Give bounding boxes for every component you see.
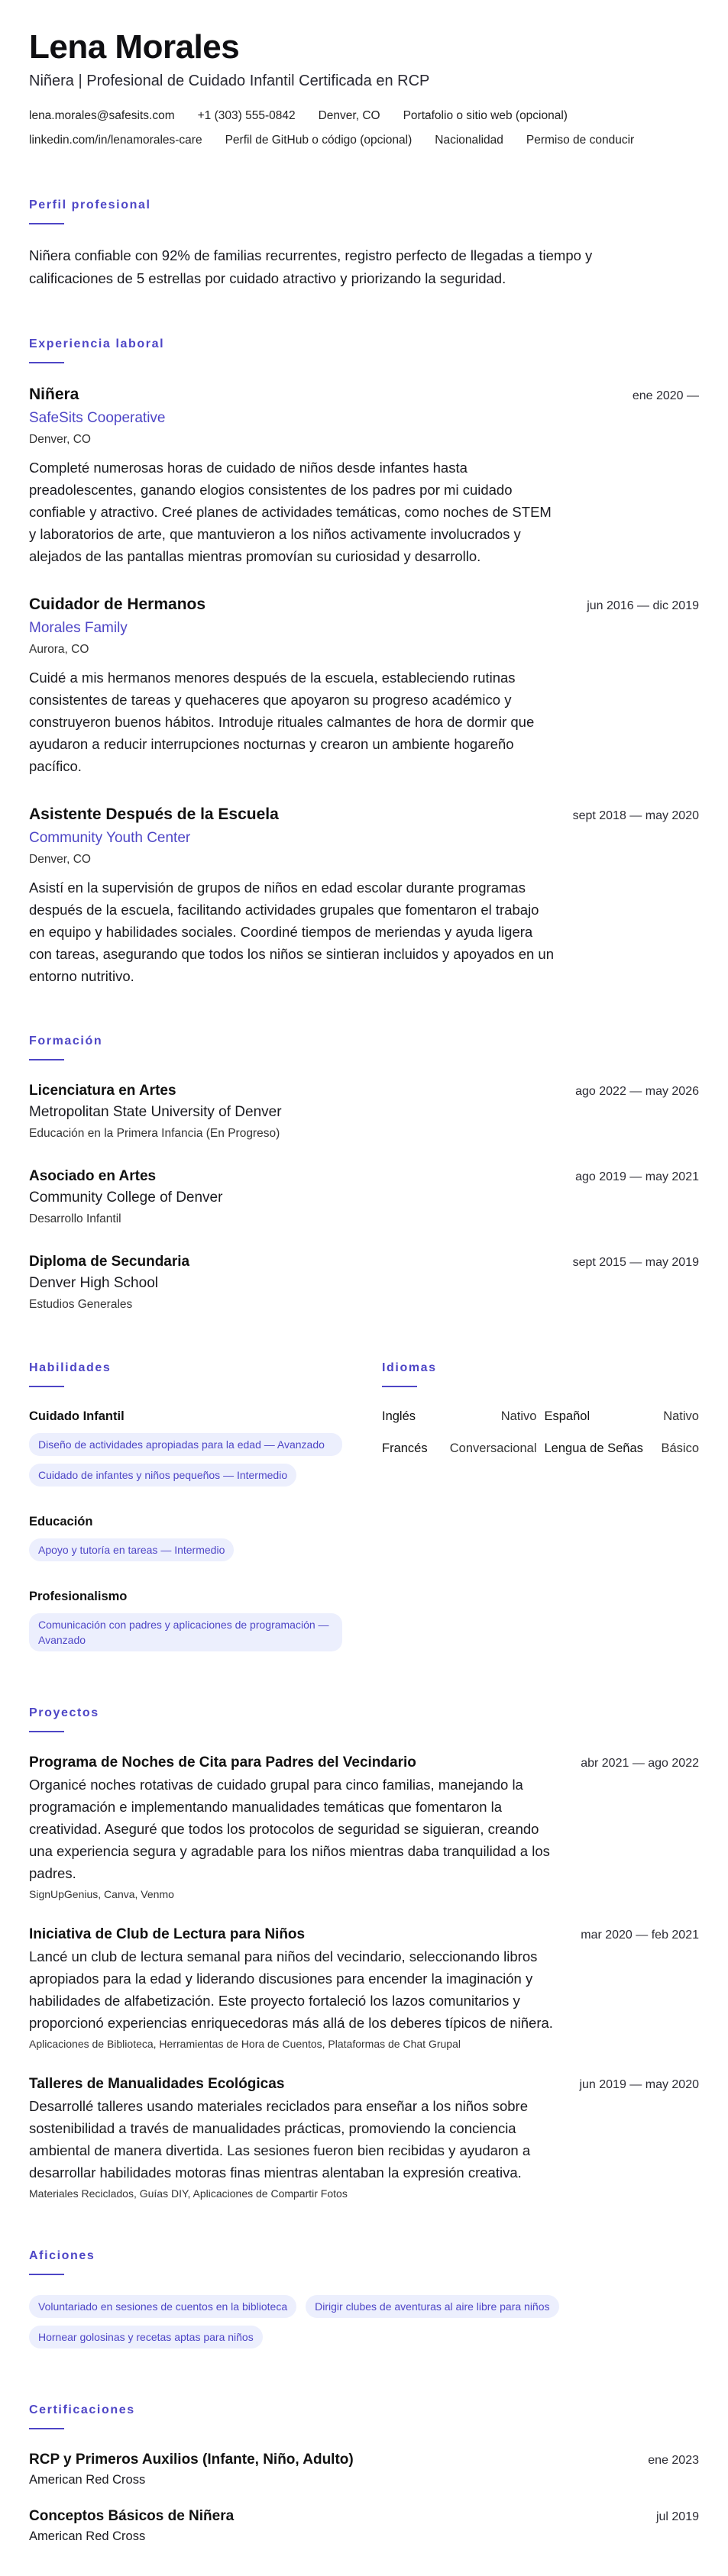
contact-github[interactable]: Perfil de GitHub o código (opcional): [225, 134, 413, 147]
education-entry: [29, 1080, 699, 1143]
job-title: Cuidador de Hermanos: [29, 596, 206, 613]
experience-entry: [29, 383, 699, 567]
project-entry: [29, 1752, 699, 1903]
certification-issuer: American Red Cross: [29, 2473, 146, 2487]
section-title: Aficiones: [29, 2249, 95, 2262]
certifications-section: [29, 2402, 699, 2545]
education-entry: [29, 1166, 699, 1228]
contact-list: [29, 107, 699, 150]
certification-entry: [29, 2506, 699, 2545]
degree-dates: ago 2019 — may 2021: [575, 1170, 699, 1183]
job-company: SafeSits Cooperative: [29, 410, 166, 426]
experience-entry: [29, 593, 699, 777]
skill-group: [29, 1407, 376, 1494]
skill-group: [29, 1512, 376, 1569]
language-row: [382, 1407, 699, 1425]
job-description: Cuidé a mis hermanos menores después de la escuela, estableciendo rutinas consistentes de tareas y quehaceres que apoyaron su progreso académico y construyeron buenos hábitos. Introduje rituales calmantes de hora de dormir que ayudaron a reducir interrupciones nocturnas y crearon un ambiente hogareño pacífico.: [29, 670, 535, 774]
project-description: Organicé noches rotativas de cuidado grupal para cinco familias, manejando la programación e implementando manualidades temáticas que fomentaron la creatividad. Aseguré que todos los protocolos de seguridad se siguieran, creando una experiencia segura y agradable para los niños mientras daba tranquilidad a los padres.: [29, 1777, 550, 1881]
contact-linkedin[interactable]: linkedin.com/in/lenamorales-care: [29, 134, 202, 147]
languages-section: [382, 1360, 699, 1659]
project-dates: abr 2021 — ago 2022: [581, 1757, 699, 1770]
language-level: Nativo: [500, 1409, 537, 1423]
section-title: Experiencia laboral: [29, 337, 165, 350]
section-divider: [382, 1386, 417, 1387]
language-item: [382, 1439, 537, 1457]
section-title: Proyectos: [29, 1706, 99, 1719]
degree-dates: ago 2022 — may 2026: [575, 1085, 699, 1098]
degree-title: Diploma de Secundaria: [29, 1254, 190, 1270]
skill-group-title: Educación: [29, 1515, 93, 1528]
language-level: Conversacional: [449, 1441, 537, 1455]
job-title: Asistente Después de la Escuela: [29, 805, 279, 823]
skill-group-title: Profesionalismo: [29, 1590, 128, 1603]
section-title: Habilidades: [29, 1361, 112, 1374]
education-section: [29, 1033, 699, 1314]
job-location: Denver, CO: [29, 853, 91, 866]
project-description: Desarrollé talleres usando materiales reciclados para enseñar a los niños sobre sostenibilidad a través de manualidades prácticas, promoviendo la conciencia ambiental de manera divertida. Las sesiones fueron bien recibidas y ayudaron a desarrollar habilidades motoras finas mientras alentaban la expresión creativa.: [29, 2098, 531, 2181]
contact-nationality: Nacionalidad: [435, 134, 503, 147]
project-entry: [29, 2074, 699, 2202]
project-title: Talleres de Manualidades Ecológicas: [29, 2076, 285, 2092]
section-divider: [29, 2274, 64, 2275]
section-divider: [29, 223, 64, 224]
field-of-study: Estudios Generales: [29, 1298, 133, 1311]
hobbies-section: [29, 2248, 699, 2356]
language-item: [545, 1439, 700, 1457]
job-dates: ene 2020 —: [632, 389, 699, 402]
hobby-list: [29, 2295, 655, 2356]
education-entry: [29, 1251, 699, 1314]
contact-email[interactable]: lena.morales@safesits.com: [29, 109, 175, 122]
language-item: [545, 1407, 700, 1425]
hobby-pill: Voluntariado en sesiones de cuentos en la biblioteca: [29, 2295, 296, 2318]
certification-name: Conceptos Básicos de Niñera: [29, 2508, 235, 2524]
project-title: Iniciativa de Club de Lectura para Niños: [29, 1926, 306, 1942]
language-name: Inglés: [382, 1409, 416, 1423]
language-name: Lengua de Señas: [544, 1441, 643, 1455]
experience-entry: [29, 803, 699, 987]
project-dates: jun 2019 — may 2020: [579, 2078, 699, 2091]
project-tools: SignUpGenius, Canva, Venmo: [29, 1888, 174, 1900]
language-name: Español: [544, 1409, 590, 1423]
projects-section: [29, 1705, 699, 2202]
language-level: Nativo: [663, 1409, 699, 1423]
job-location: Aurora, CO: [29, 643, 89, 656]
contact-portfolio[interactable]: Portafolio o sitio web (opcional): [403, 109, 568, 122]
job-dates: sept 2018 — may 2020: [572, 809, 699, 822]
language-level: Básico: [661, 1441, 699, 1455]
skills-section: [29, 1360, 376, 1659]
section-divider: [29, 1731, 64, 1732]
section-divider: [29, 1386, 64, 1387]
field-of-study: Desarrollo Infantil: [29, 1212, 121, 1225]
degree-title: Asociado en Artes: [29, 1168, 157, 1184]
school-name: Denver High School: [29, 1275, 158, 1291]
candidate-headline: Niñera | Profesional de Cuidado Infantil Certificada en RCP: [29, 73, 430, 89]
experience-section: [29, 336, 699, 987]
contact-location: Denver, CO: [318, 109, 380, 122]
job-location: Denver, CO: [29, 433, 91, 446]
job-company: Morales Family: [29, 620, 128, 636]
skills-languages-row: [29, 1360, 699, 1659]
language-item: [382, 1407, 537, 1425]
project-description: Lancé un club de lectura semanal para niños del vecindario, seleccionando libros apropiados para la edad y liderando discusiones para encender la imaginación y habilidades de alfabetización. Este proyecto fortaleció los lazos comunitarios y proporcionó experiencias enriquecedoras más allá de los deberes típicos de niñera.: [29, 1948, 553, 2031]
certification-date: jul 2019: [655, 2510, 699, 2523]
job-dates: jun 2016 — dic 2019: [587, 599, 699, 612]
profile-summary: Niñera confiable con 92% de familias recurrentes, registro perfecto de llegadas a tiempo y calificaciones de 5 estrellas por cuidado atractivo y priorizando la seguridad.: [29, 247, 593, 286]
certification-issuer: American Red Cross: [29, 2529, 146, 2543]
project-tools: Materiales Reciclados, Guías DIY, Aplicaciones de Compartir Fotos: [29, 2187, 348, 2200]
field-of-study: Educación en la Primera Infancia (En Progreso): [29, 1127, 280, 1140]
skill-group: [29, 1587, 376, 1651]
section-divider: [29, 1059, 64, 1060]
certification-entry: [29, 2449, 699, 2489]
skill-pill: Diseño de actividades apropiadas para la edad — Avanzado: [29, 1433, 342, 1456]
project-tools: Aplicaciones de Biblioteca, Herramientas de Hora de Cuentos, Plataformas de Chat Grupal: [29, 2038, 461, 2050]
skill-group-title: Cuidado Infantil: [29, 1409, 125, 1423]
section-divider: [29, 2428, 64, 2429]
degree-dates: sept 2015 — may 2019: [572, 1256, 699, 1269]
section-title: Idiomas: [382, 1361, 437, 1374]
skill-pill: Apoyo y tutoría en tareas — Intermedio: [29, 1538, 234, 1561]
project-title: Programa de Noches de Cita para Padres del Vecindario: [29, 1754, 416, 1771]
project-dates: mar 2020 — feb 2021: [581, 1929, 699, 1942]
section-title: Perfil profesional: [29, 199, 151, 211]
hobby-pill: Dirigir clubes de aventuras al aire libre para niños: [306, 2295, 558, 2318]
skill-pill: Cuidado de infantes y niños pequeños — Intermedio: [29, 1464, 296, 1487]
candidate-name: Lena Morales: [29, 28, 240, 66]
degree-title: Licenciatura en Artes: [29, 1083, 176, 1099]
skill-pill: Comunicación con padres y aplicaciones de programación — Avanzado: [29, 1613, 342, 1651]
school-name: Metropolitan State University of Denver: [29, 1104, 282, 1120]
contact-phone[interactable]: +1 (303) 555-0842: [197, 109, 296, 122]
certification-date: ene 2023: [648, 2454, 699, 2467]
language-name: Francés: [382, 1441, 428, 1455]
job-company: Community Youth Center: [29, 830, 191, 846]
job-title: Niñera: [29, 386, 79, 403]
job-description: Asistí en la supervisión de grupos de niños en edad escolar durante programas después de la escuela, facilitando actividades grupales que fomentaron el trabajo en equipo y habilidades sociales. Coordiné tiempos de meriendas y ayuda ligera con tareas, asegurando que todos los niños se sintieran incluidos y apoyados en un entorno nutritivo.: [29, 880, 555, 984]
section-divider: [29, 362, 64, 363]
project-entry: [29, 1924, 699, 2052]
section-title: Certificaciones: [29, 2403, 135, 2416]
language-row: [382, 1439, 699, 1457]
hobby-pill: Hornear golosinas y recetas aptas para niños: [29, 2326, 263, 2348]
certification-name: RCP y Primeros Auxilios (Infante, Niño, Adulto): [29, 2452, 354, 2468]
job-description: Completé numerosas horas de cuidado de niños desde infantes hasta preadolescentes, ganando elogios consistentes de los padres por mi cuidado confiable y atractivo. Creé planes de actividades temáticas, como noches de STEM y laboratorios de arte, que mantuvieron a los niños activamente involucrados y alejados de las pantallas mientras promovían su curiosidad y desarrollo.: [29, 460, 552, 564]
contact-drivers-license: Permiso de conducir: [526, 134, 635, 147]
section-title: Formación: [29, 1035, 103, 1048]
resume-header: [29, 27, 699, 150]
profile-section: [29, 197, 699, 290]
school-name: Community College of Denver: [29, 1190, 223, 1206]
